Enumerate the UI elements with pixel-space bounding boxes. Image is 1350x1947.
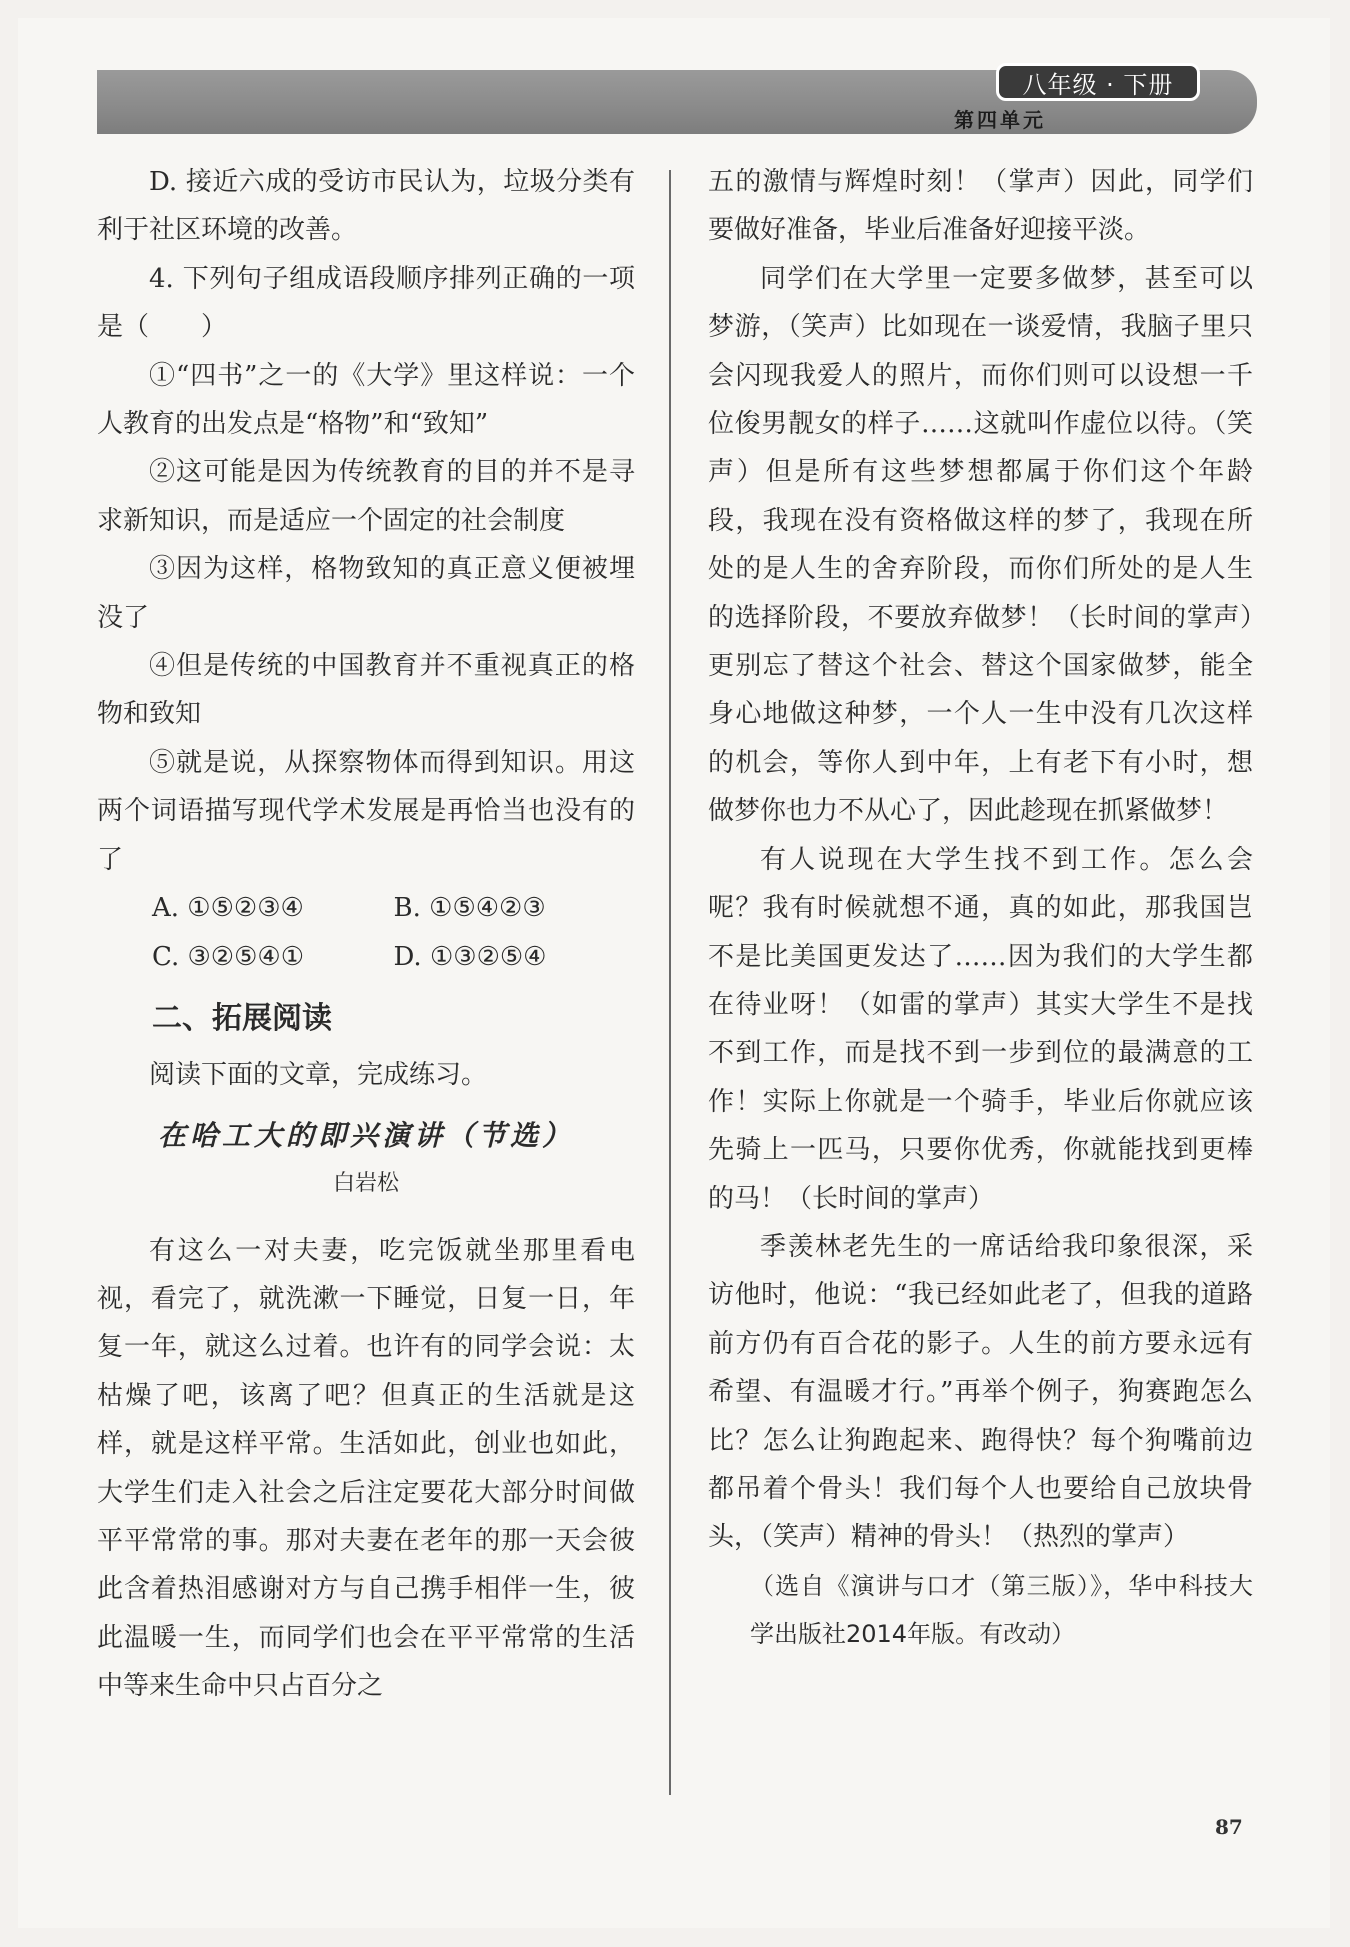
question-4: 4. 下列句子组成语段顺序排列正确的一项是（ ）: [97, 263, 635, 343]
article-paragraph-4: 季羡林老先生的一席话给我印象很深，采访他时，他说：“我已经如此老了，但我的道路前方仍有百合花的影子。人生的前方要永远有希望、有温暖才行。”再举个例子，狗赛跑怎么比？怎么让狗跑起来、跑得快？每个狗嘴前边都吊着个骨头！我们每个人也要给自己放块骨头，（笑声）精神的骨头！（热烈的掌声）: [708, 1231, 1253, 1553]
article-source: （选自《演讲与口才（第三版）》，华中科技大学出版社2014年版。有改动）: [750, 1571, 1253, 1649]
column-divider: [669, 170, 671, 1795]
right-column: [708, 158, 1253, 1659]
article-paragraph-3: 有人说现在大学生找不到工作。怎么会呢？我有时候就想不通，真的如此，那我国岂不是比美国更发达了……因为我们的大学生都在待业呀！（如雷的掌声）其实大学生不是找不到工作，而是找不到一步到位的最满意的工作！实际上你就是一个骑手，毕业后你就应该先骑上一匹马，只要你优秀，你就能找到更棒的马！（长时间的掌声）: [708, 844, 1253, 1214]
page-number: 87: [1215, 1815, 1243, 1839]
sentence-1: ①“四书”之一的《大学》里这样说：一个人教育的出发点是“格物”和“致知”: [97, 360, 635, 440]
option-a: A. ①⑤②③④: [152, 893, 304, 924]
left-column: [97, 158, 635, 1711]
sentence-2: ②这可能是因为传统教育的目的并不是寻求新知识，而是适应一个固定的社会制度: [97, 457, 635, 536]
option-c: C. ③②⑤④①: [152, 941, 305, 972]
sentence-4: ④但是传统的中国教育并不重视真正的格物和致知: [97, 651, 635, 730]
option-d-text: D. 接近六成的受访市民认为，垃圾分类有利于社区环境的改善。: [97, 167, 635, 246]
article-paragraph-1-cont: 五的激情与辉煌时刻！（掌声）因此，同学们要做好准备，毕业后准备好迎接平淡。: [708, 167, 1253, 246]
section-title: 二、拓展阅读: [152, 1000, 332, 1036]
article-paragraph-2: 同学们在大学里一定要多做梦，甚至可以梦游，（笑声）比如现在一谈爱情，我脑子里只会闪现我爱人的照片，而你们则可以设想一千位俊男靓女的样子……这就叫作虚位以待。（笑声）但是所有这些梦想都属于你们这个年龄段，我现在没有资格做这样的梦了，我现在所处的是人生的舍弃阶段，而你们所处的是人生的选择阶段，不要放弃做梦！（长时间的掌声）更别忘了替这个社会、替这个国家做梦，能全身心地做这种梦，一个人一生中没有几次这样的机会，等你人到中年，上有老下有小时，想做梦你也力不从心了，因此趁现在抓紧做梦！: [708, 263, 1253, 827]
options-row-2: [97, 933, 635, 981]
options-row-1: [97, 884, 635, 932]
unit-label: 第四单元: [954, 108, 1046, 132]
reading-instruction: 阅读下面的文章，完成练习。: [149, 1060, 488, 1091]
article-paragraph-1: 有这么一对夫妻，吃完饭就坐那里看电视，看完了，就洗漱一下睡觉，日复一日，年复一年，就这么过着。也许有的同学会说：太枯燥了吧，该离了吧？但真正的生活就是这样，就是这样平常。生活如此，创业也如此，大学生们走入社会之后注定要花大部分时间做平平常常的事。那对夫妻在老年的那一天会彼此含着热泪感谢对方与自己携手相伴一生，彼此温暖一生，而同学们也会在平平常常的生活中等来生命中只占百分之: [97, 1235, 635, 1702]
option-d: D. ①③②⑤④: [393, 941, 547, 972]
article-author: 白岩松: [332, 1171, 399, 1197]
option-b: B. ①⑤④②③: [393, 893, 546, 924]
sentence-3: ③因为这样，格物致知的真正意义便被埋没了: [97, 554, 635, 633]
sentence-5: ⑤就是说，从探察物体而得到知识。用这两个词语描写现代学术发展是再恰当也没有的了: [97, 747, 635, 875]
grade-tab: 八年级 · 下册: [996, 63, 1200, 101]
article-title: 在哈工大的即兴演讲（节选）: [157, 1118, 574, 1152]
